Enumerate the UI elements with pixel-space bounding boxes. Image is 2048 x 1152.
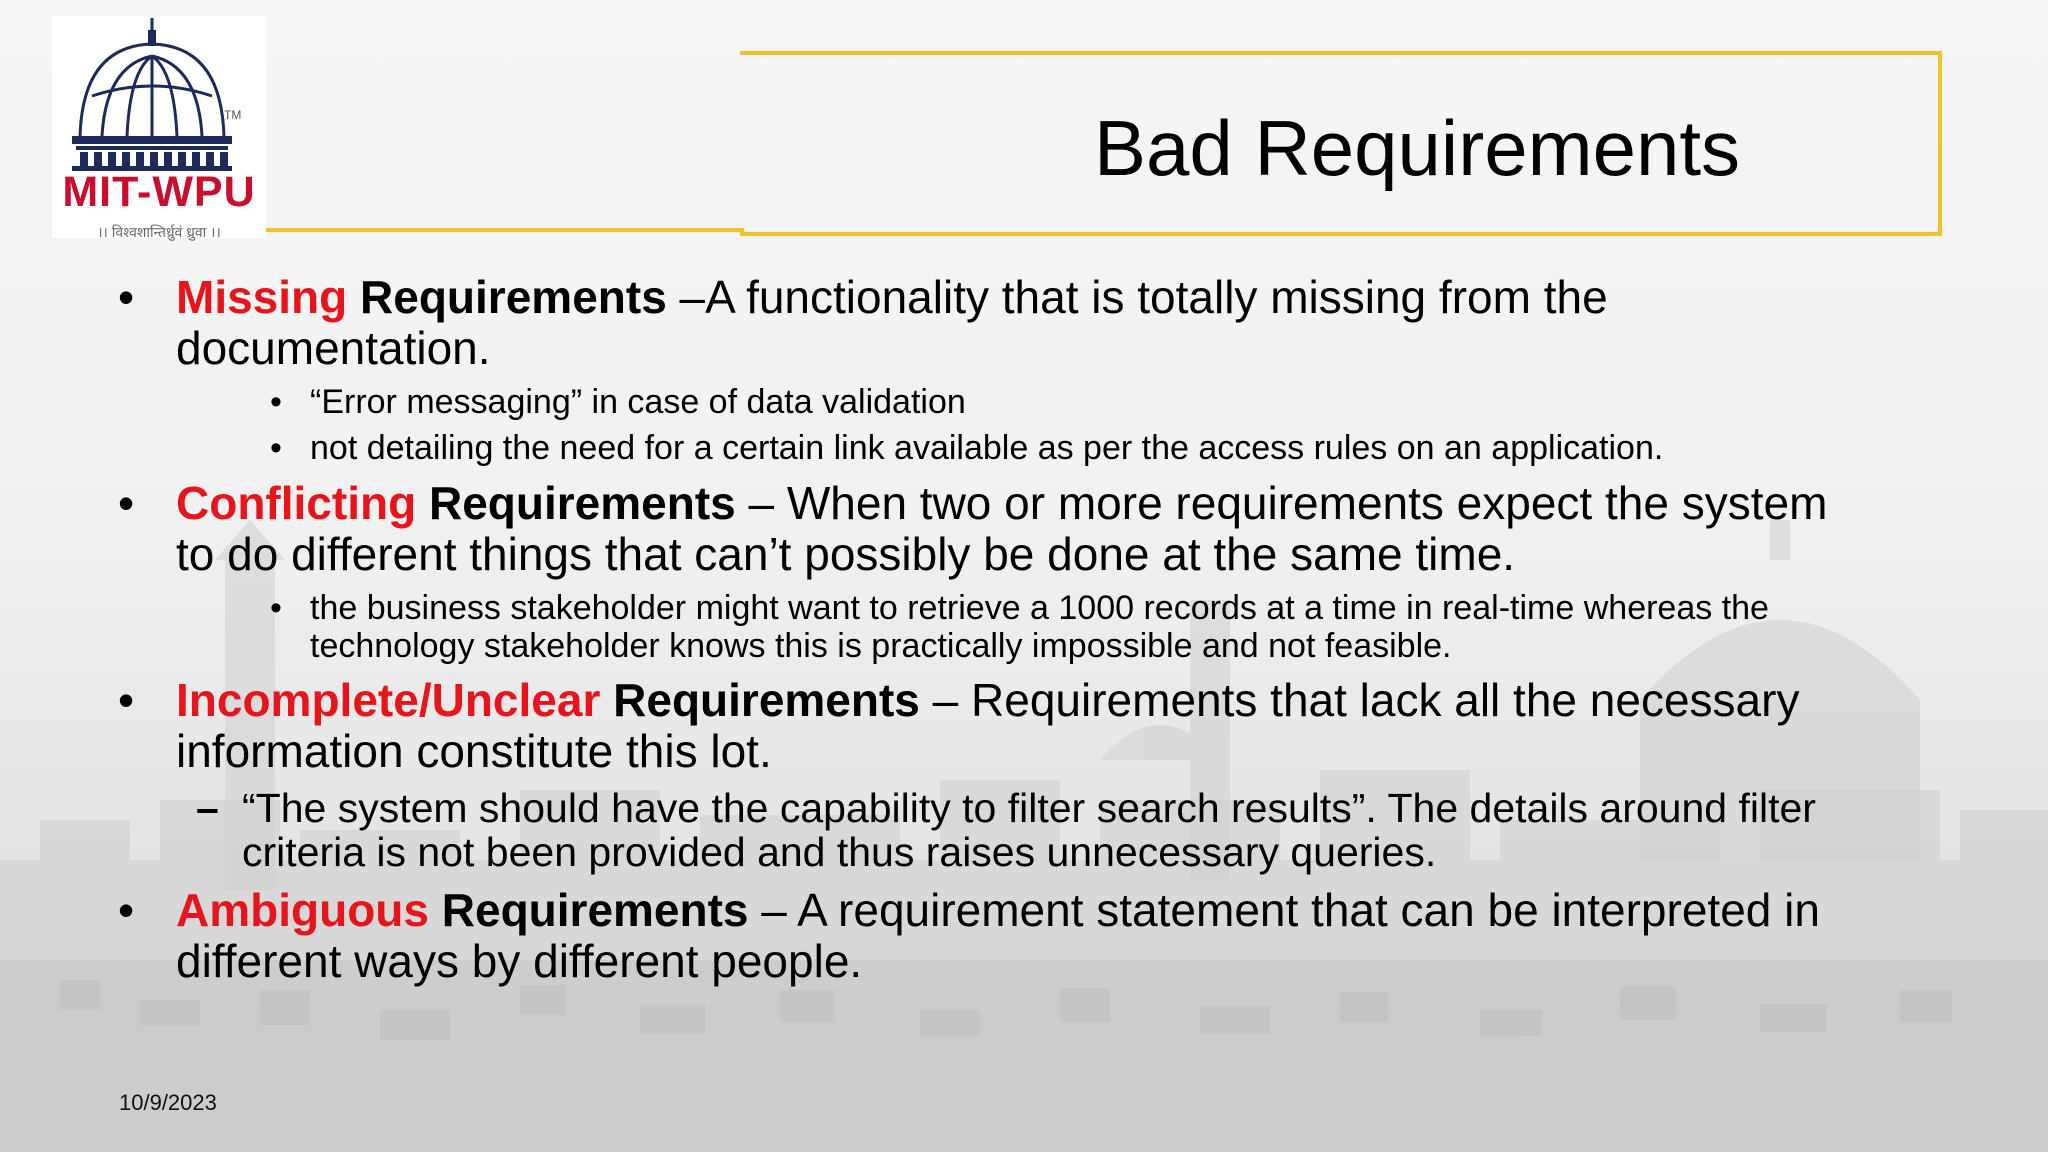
item-keyword: Ambiguous: [176, 884, 429, 936]
item-heading: Requirements: [416, 477, 736, 529]
item-text-continued: documentation.: [176, 322, 491, 374]
bullet-icon: •: [118, 674, 135, 726]
item-text-continued: to do different things that can’t possibly be done at the same time.: [176, 528, 1516, 580]
item-keyword: Incomplete/Unclear: [176, 674, 601, 726]
list-item-incomplete: [176, 674, 1799, 726]
bullet-icon: •: [118, 884, 135, 936]
sub-item: not detailing the need for a certain link available as per the access rules on an application.: [310, 429, 1664, 467]
item-text: – When two or more requirements expect the system: [735, 477, 1828, 529]
sub-dash-icon: –: [196, 785, 219, 831]
sub-bullet-icon: •: [270, 429, 282, 467]
sub-bullet-icon: •: [270, 589, 282, 627]
item-keyword: Conflicting: [176, 477, 417, 529]
slide-title: Bad Requirements: [1093, 104, 1740, 192]
bullet-icon: •: [118, 477, 135, 529]
item-text: –A functionality that is totally missing from the: [666, 271, 1608, 323]
item-text-continued: information constitute this lot.: [176, 725, 772, 777]
sub-item: “The system should have the capability to filter search results”. The details around filter: [242, 785, 1816, 831]
dome-icon: [52, 16, 266, 176]
sub-item-continued: criteria is not been provided and thus raises unnecessary queries.: [242, 829, 1437, 875]
sub-item: the business stakeholder might want to retrieve a 1000 records at a time in real-time whereas the: [310, 589, 1769, 627]
sub-item-continued: technology stakeholder knows this is practically impossible and not feasible.: [310, 627, 1452, 665]
list-item-missing: [176, 271, 1608, 323]
slide-date: 10/9/2023: [119, 1090, 217, 1115]
logo-wordmark: MIT-WPU: [62, 168, 256, 216]
item-text-continued: different ways by different people.: [176, 935, 863, 987]
item-heading: Requirements: [347, 271, 667, 323]
logo-motto: ।। विश्वशान्तिर्ध्रुवं ध्रुवा ।।: [97, 224, 221, 240]
title-frame-underline: [266, 228, 744, 232]
list-item-ambiguous: [176, 884, 1820, 936]
sub-item: “Error messaging” in case of data validation: [310, 383, 966, 421]
bullet-icon: •: [118, 271, 135, 323]
item-keyword: Missing: [176, 271, 348, 323]
trademark-label: TM: [224, 108, 242, 122]
item-text: – Requirements that lack all the necessary: [919, 674, 1800, 726]
sub-bullet-icon: •: [270, 383, 282, 421]
item-heading: Requirements: [600, 674, 920, 726]
mit-wpu-logo: [52, 16, 266, 238]
list-item-conflicting: [176, 477, 1827, 529]
item-heading: Requirements: [428, 884, 749, 936]
item-text: – A requirement statement that can be interpreted in: [748, 884, 1820, 936]
